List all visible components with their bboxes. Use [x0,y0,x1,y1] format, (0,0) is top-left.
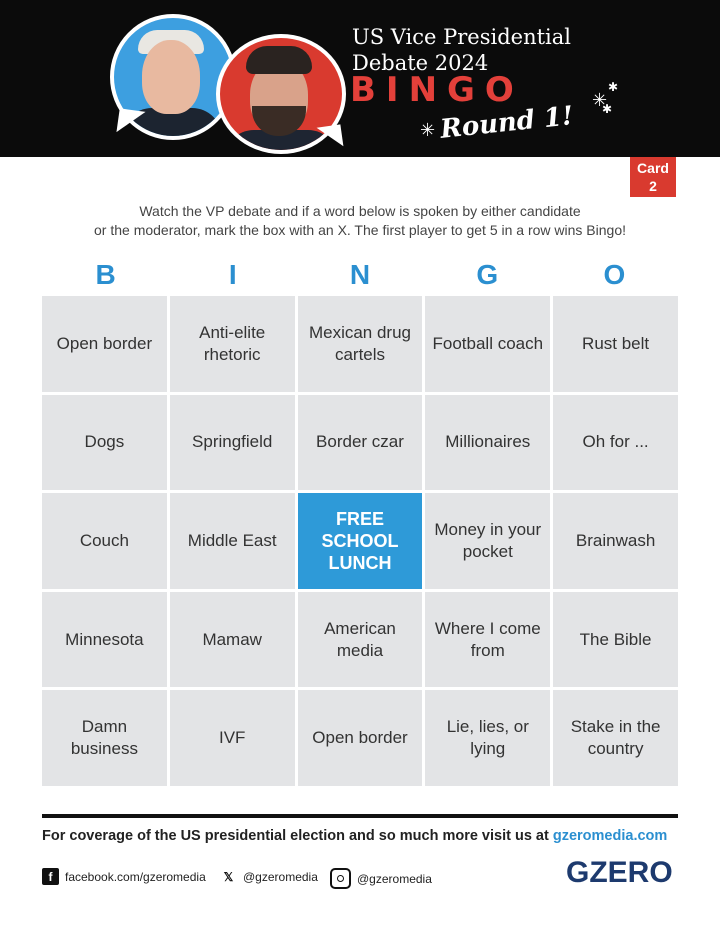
bingo-cell[interactable]: Border czar [298,395,423,491]
card-number: 2 [649,178,657,194]
gzero-logo: GZERO [566,856,673,889]
bingo-grid [42,296,678,786]
letter-g: G [476,259,499,290]
speech-tail-blue [116,108,145,135]
sparkle-icon: ✱ [602,102,613,116]
bingo-cell[interactable]: Where I come from [425,592,550,688]
header-banner [0,0,720,157]
bingo-cell[interactable]: Mamaw [170,592,295,688]
gzero-website-link[interactable]: gzeromedia.com [552,828,668,844]
free-space-cell[interactable]: FREE SCHOOL LUNCH [298,493,423,589]
bingo-cell[interactable]: Anti-elite rhetoric [170,296,295,392]
bingo-cell[interactable]: Money in your pocket [425,493,550,589]
instagram-link[interactable] [330,868,432,889]
bingo-cell[interactable]: Rust belt [553,296,678,392]
x-link[interactable] [220,868,318,885]
bingo-cell[interactable]: IVF [170,690,295,786]
sparkle-icon: ✱ [608,80,619,94]
instructions-line-1: Watch the VP debate and if a word below is spoken by either candidate [139,203,581,219]
title-line-1: US Vice Presidential [352,25,572,49]
sparkle-icon: ✳ [420,120,436,140]
card-label: Card [637,160,669,176]
bingo-cell[interactable]: Lie, lies, or lying [425,690,550,786]
bingo-cell[interactable]: Couch [42,493,167,589]
letter-i: I [228,259,237,290]
facebook-handle: facebook.com/gzeromedia [65,869,206,884]
coverage-message: For coverage of the US presidential election and so much more visit us at [42,828,553,844]
bingo-cell[interactable]: Football coach [425,296,550,392]
title-line-2: Debate 2024 [352,51,489,75]
sparkle-icon: ✳ [592,90,608,110]
letter-b: B [95,259,116,290]
bingo-cell[interactable]: The Bible [553,592,678,688]
bingo-cell[interactable]: Millionaires [425,395,550,491]
instructions [40,202,680,240]
bingo-cell[interactable]: Stake in the country [553,690,678,786]
instructions-line-2: or the moderator, mark the box with an X. The first player to get 5 in a row wins Bingo! [94,222,626,238]
bingo-cell[interactable]: Damn business [42,690,167,786]
facebook-link[interactable] [42,868,206,885]
instagram-icon [330,868,351,889]
x-icon: 𝕏 [223,869,234,884]
bingo-cell[interactable]: Springfield [170,395,295,491]
round-label: Round 1! [438,101,575,145]
bingo-cell[interactable]: Mexican drug cartels [298,296,423,392]
letter-o: O [603,259,626,290]
bingo-cell[interactable]: Dogs [42,395,167,491]
x-handle: @gzeromedia [243,869,318,884]
instagram-handle: @gzeromedia [357,871,432,886]
debate-title [352,24,571,76]
bingo-cell[interactable]: Oh for ... [553,395,678,491]
footer-divider [42,814,678,818]
letter-n: N [349,259,371,290]
bingo-cell[interactable]: Middle East [170,493,295,589]
bingo-cell[interactable]: American media [298,592,423,688]
facebook-icon: f [42,868,59,885]
card-number-badge [630,157,676,197]
bingo-cell[interactable]: Open border [298,690,423,786]
bingo-letters [42,258,678,292]
bingo-cell[interactable]: Minnesota [42,592,167,688]
bingo-logo: BINGO [350,70,524,110]
coverage-text [42,828,667,844]
speech-tail-red [317,124,344,149]
bingo-cell[interactable]: Open border [42,296,167,392]
bingo-cell[interactable]: Brainwash [553,493,678,589]
